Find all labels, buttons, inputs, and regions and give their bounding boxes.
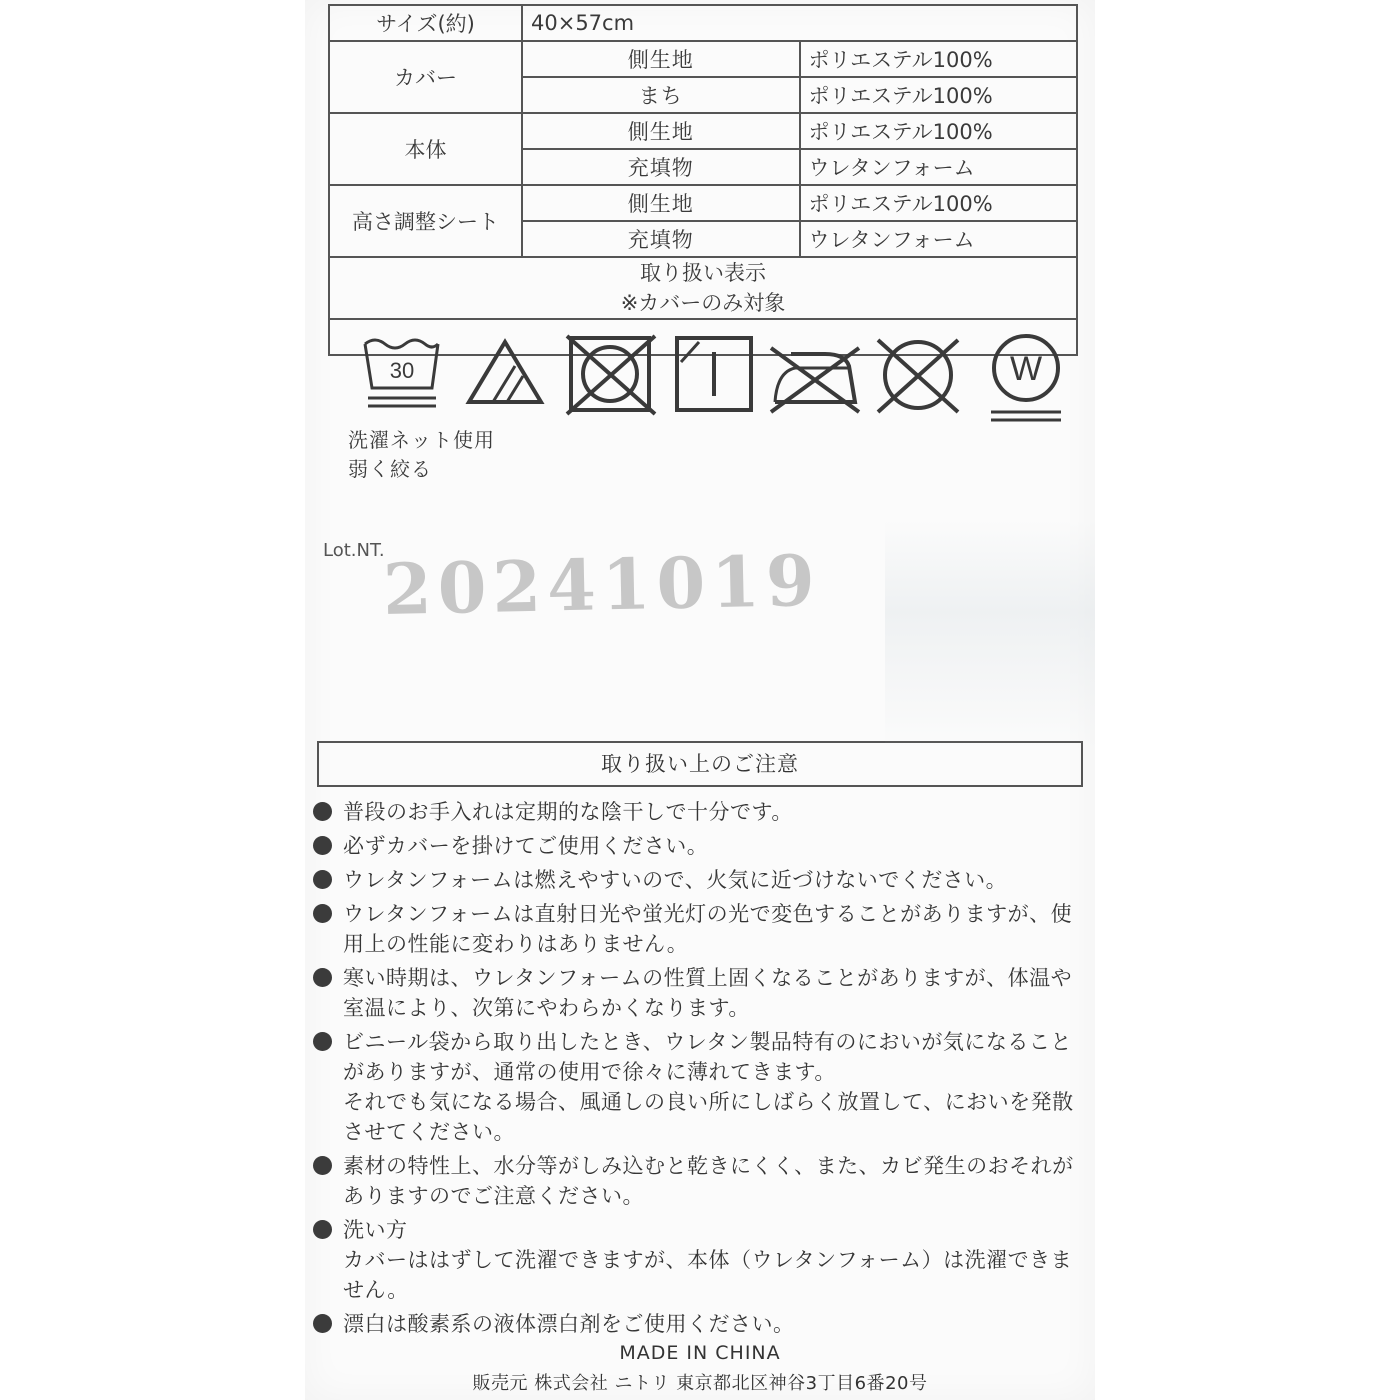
body-label: 本体 [329,113,522,185]
wash-tub-30-icon [360,332,446,418]
wash-temp-text: 30 [389,358,415,383]
caution-item [305,963,1083,1023]
caution-item [305,1215,1083,1305]
background-right [1095,0,1400,1400]
caution-item [305,1027,1083,1147]
caution-item [305,865,1083,895]
sheet-part-1: 側生地 [522,185,800,221]
bullet-icon [313,968,332,987]
spec-table [328,4,1078,481]
care-note-net: 洗濯ネット使用 [348,428,495,452]
no-dry-clean-icon [870,332,966,418]
sheet-label: 高さ調整シート [329,185,522,257]
made-in: MADE IN CHINA [619,1342,781,1364]
lot-number: 20241019 [382,538,822,631]
lot-label: Lot.NT. [323,540,385,561]
no-iron-icon [765,332,865,418]
caution-text: ビニール袋から取り出したとき、ウレタン製品特有のにおいが気になることがありますが、通常の使用で徐々に薄れてきます。 それでも気になる場合、風通しの良い所にしばらく放置して、においを発散させてください。 [343,1030,1074,1144]
caution-text: 寒い時期は、ウレタンフォームの性質上固くなることがありますが、体温や室温により、次第にやわらかくなります。 [343,966,1073,1020]
sheet-row-1 [329,185,1077,221]
body-value-1: ポリエステル100% [800,113,1078,149]
bullet-icon [313,836,332,855]
seller-info: 販売元 株式会社 ニトリ 東京都北区神谷3丁目6番20号 [472,1373,928,1394]
caution-item [305,1309,1083,1339]
bullet-icon [313,1032,332,1051]
cover-part-1: 側生地 [522,41,800,77]
body-row-1 [329,113,1077,149]
care-title-row [329,257,1077,319]
bullet-icon [313,1220,332,1239]
cover-label: カバー [329,41,522,113]
bullet-icon [313,1156,332,1175]
care-label [305,0,1095,1400]
body-part-2: 充填物 [522,149,800,185]
caution-item [305,831,1083,861]
wet-clean-letter: W [1009,350,1043,388]
line-dry-icon [673,332,757,418]
caution-text: ウレタンフォームは燃えやすいので、火気に近づけないでください。 [343,868,1008,892]
cautions-list [305,797,1095,1343]
size-value: 40×57cm [522,5,1077,41]
caution-item [305,797,1083,827]
oxygen-bleach-icon [463,332,547,416]
caution-item [305,899,1083,959]
care-symbols [355,332,1075,428]
no-tumble-dry-icon [563,332,659,418]
caution-text: 普段のお手入れは定期的な陰干しで十分です。 [343,800,793,824]
cover-value-2: ポリエステル100% [800,77,1078,113]
sheet-value-1: ポリエステル100% [800,185,1078,221]
caution-item [305,1151,1083,1211]
caution-text: 必ずカバーを掛けてご使用ください。 [343,834,709,858]
size-label: サイズ(約) [329,5,522,41]
wet-clean-icon [983,332,1069,428]
cautions-title: 取り扱い上のご注意 [317,741,1083,787]
cover-part-2: まち [522,77,800,113]
size-row [329,5,1077,41]
bullet-icon [313,1314,332,1333]
bullet-icon [313,870,332,889]
caution-text: ウレタンフォームは直射日光や蛍光灯の光で変色することがありますが、使用上の性能に変わりはありません。 [343,902,1073,956]
care-note-wring: 弱く絞る [348,457,432,481]
sheet-part-2: 充填物 [522,221,800,257]
care-notes [348,426,495,484]
body-value-2: ウレタンフォーム [800,149,1078,185]
caution-text: 洗い方 カバーははずして洗濯できますが、本体（ウレタンフォーム）は洗濯できません。 [343,1218,1073,1302]
care-symbols-row [329,319,1077,355]
bullet-icon [313,904,332,923]
cover-value-1: ポリエステル100% [800,41,1078,77]
caution-text: 漂白は酸素系の液体漂白剤をご使用ください。 [343,1312,795,1336]
body-part-1: 側生地 [522,113,800,149]
sheet-value-2: ウレタンフォーム [800,221,1078,257]
caution-text: 素材の特性上、水分等がしみ込むと乾きにくく、また、カビ発生のおそれがありますのでご注意ください。 [343,1154,1074,1208]
cover-row-1 [329,41,1077,77]
bullet-icon [313,802,332,821]
background-left [0,0,305,1400]
care-subtitle: ※カバーのみ対象 [620,291,786,315]
care-title: 取り扱い表示 [640,261,766,285]
